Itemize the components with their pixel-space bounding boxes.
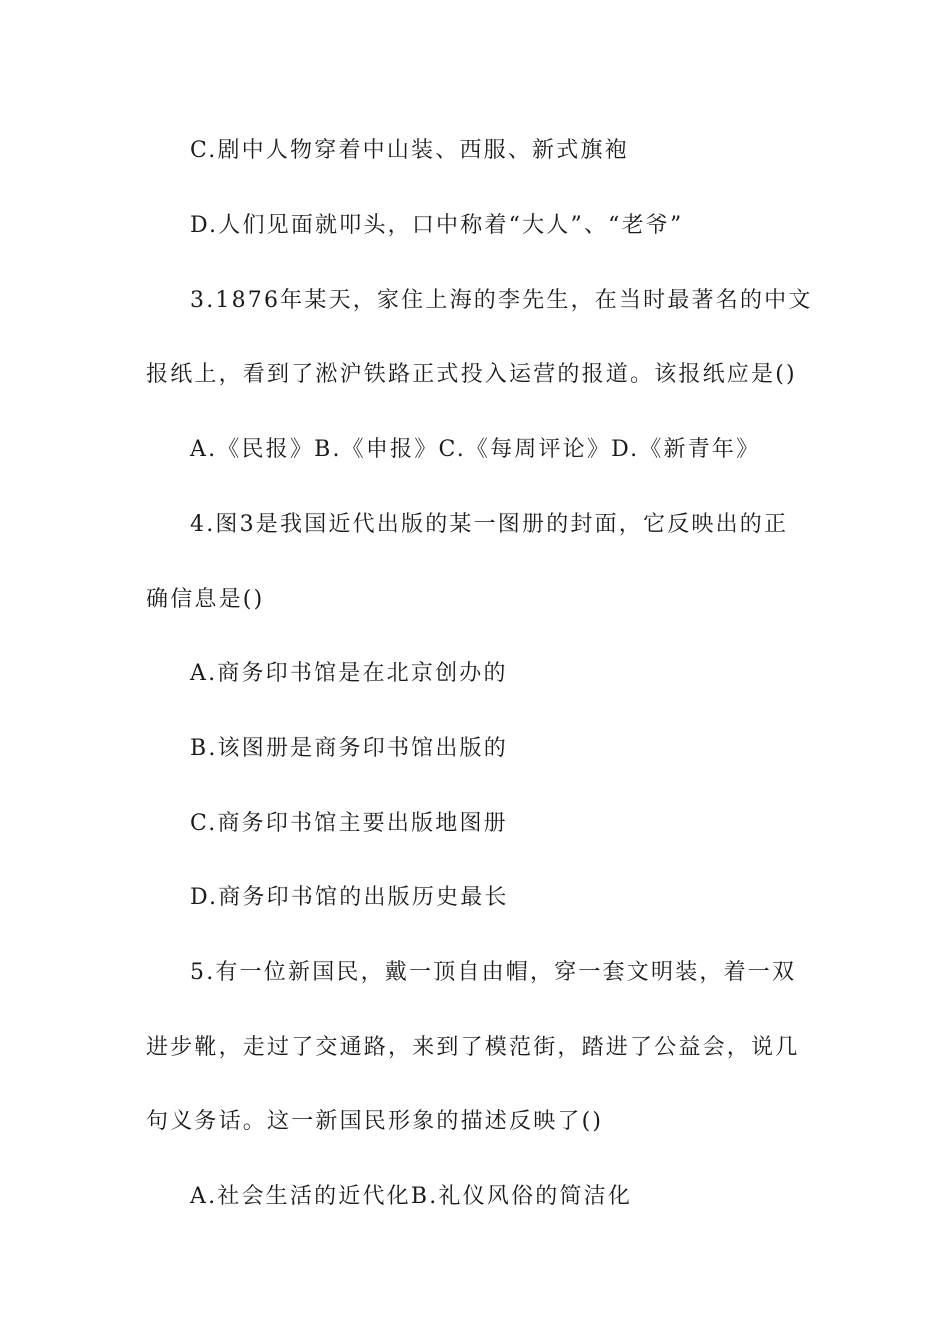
- question-3-line-1: 3.1876年某天，家住上海的李先生，在当时最著名的中文: [190, 288, 813, 313]
- option-d-q4: D.商务印书馆的出版历史最长: [190, 885, 509, 910]
- question-3-options: A.《民报》B.《申报》C.《每周评论》D.《新青年》: [190, 437, 761, 462]
- question-5-options: A.社会生活的近代化B.礼仪风俗的简洁化: [190, 1184, 633, 1209]
- question-4-line-1: 4.图3是我国近代出版的某一图册的封面，它反映出的正: [190, 512, 789, 537]
- question-5-line-2: 进步靴，走过了交通路，来到了模范街，踏进了公益会，说几: [146, 1035, 800, 1060]
- option-a-q4: A.商务印书馆是在北京创办的: [190, 661, 508, 686]
- question-5-line-3: 句义务话。这一新国民形象的描述反映了(): [146, 1109, 604, 1134]
- question-4-line-2: 确信息是(): [146, 587, 265, 612]
- option-c-q2: C.剧中人物穿着中山装、西服、新式旗袍: [190, 138, 629, 163]
- option-c-q4: C.商务印书馆主要出版地图册: [190, 811, 508, 836]
- option-b-q4: B.该图册是商务印书馆出版的: [190, 736, 508, 761]
- question-3-line-2: 报纸上，看到了淞沪铁路正式投入运营的报道。该报纸应是(): [146, 362, 797, 387]
- question-5-line-1: 5.有一位新国民，戴一顶自由帽，穿一套文明装，着一双: [190, 960, 797, 985]
- option-d-q2: D.人们见面就叩头，口中称着“大人”、“老爷”: [190, 213, 684, 238]
